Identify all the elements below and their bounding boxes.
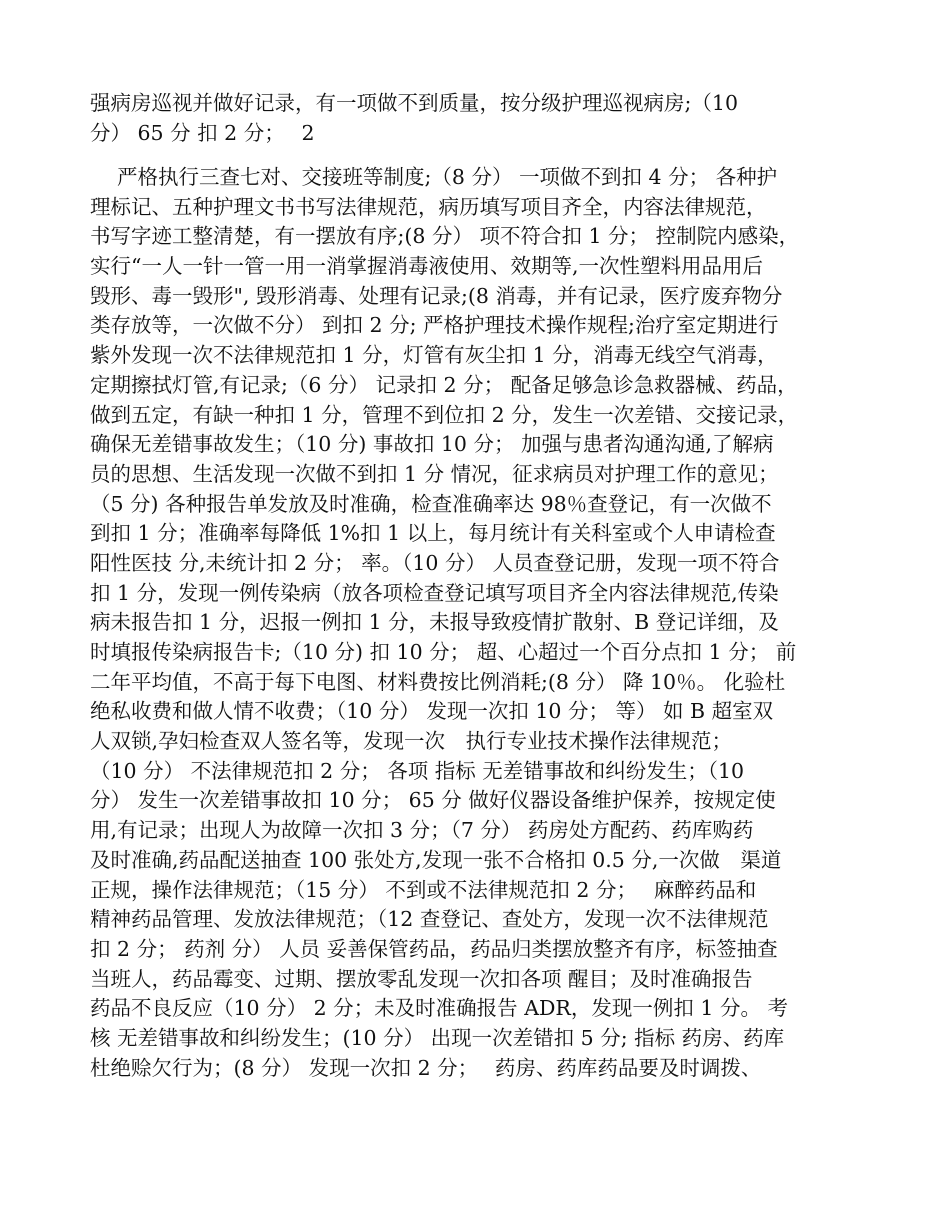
text-line: 人双锁,孕妇检查双人签名等，发现一次 执行专业技术操作法律规范；: [90, 729, 733, 754]
text-line: 及时准确,药品配送抽查 100 张处方,发现一张不合格扣 0.5 分,一次做 渠道: [90, 847, 782, 872]
text-line: 绝私收费和做人情不收费；（10 分） 发现一次扣 10 分； 等） 如 B 超室双: [90, 699, 774, 724]
text-line: 二年平均值，不高于每下电图、材料费按比例消耗;(8 分） 降 10％。 化验杜: [90, 669, 786, 694]
text-line: 强病房巡视并做好记录，有一项做不到质量，按分级护理巡视病房;（10: [90, 91, 738, 115]
text-line: 药品不良反应（10 分） 2 分；未及时准确报告 ADR，发现一例扣 1 分。 考: [90, 996, 788, 1021]
text-line: 分） 65 分 扣 2 分； 2: [90, 120, 315, 145]
text-line: 正规，操作法律规范；（15 分） 不到或不法律规范扣 2 分； 麻醉药品和: [90, 877, 757, 902]
text-line: 严格执行三查七对、交接班等制度;（8 分） 一项做不到扣 4 分； 各种护: [90, 165, 778, 189]
text-line: 定期擦拭灯管,有记录;（6 分） 记录扣 2 分； 配备足够急诊急救器械、药品，: [90, 372, 798, 397]
text-line: 用,有记录；出现人为故障一次扣 3 分；（7 分） 药房处方配药、药库购药: [90, 818, 754, 843]
text-line: 到扣 1 分；准确率每降低 1%扣 1 以上，每月统计有关科室或个人申请检查: [90, 521, 776, 546]
text-line: 精神药品管理、发放法律规范；（12 查登记、查处方，发现一次不法律规范: [90, 907, 769, 932]
text-line: 扣 2 分； 药剂 分） 人员 妥善保管药品，药品归类摆放整齐有序，标签抽查: [90, 936, 778, 961]
text-line: 阳性医技 分,未统计扣 2 分； 率。（10 分） 人员查登记册，发现一项不符合: [90, 550, 780, 575]
paragraph-1: [90, 89, 865, 148]
text-line: 理标记、五种护理文书书写法律规范，病历填写项目齐全，内容法律规范，: [90, 194, 767, 219]
text-line: 确保无差错事故发生；（10 分) 事故扣 10 分； 加强与患者沟通沟通,了解病: [90, 432, 774, 457]
text-line: （5 分) 各种报告单发放及时准确，检查准确率达 98％查登记，有一次做不: [90, 491, 772, 516]
text-line: 时填报传染病报告卡;（10 分) 扣 10 分； 超、心超过一个百分点扣 1 分； 前: [90, 640, 797, 664]
text-line: 紫外发现一次不法律规范扣 1 分，灯管有灰尘扣 1 分，消毒无线空气消毒，: [90, 343, 778, 368]
text-line: 员的思想、生活发现一次做不到扣 1 分 情况，征求病员对护理工作的意见；: [90, 461, 779, 486]
text-line: 核 无差错事故和纠纷发生；(10 分） 出现一次差错扣 5 分; 指标 药房、药库: [90, 1025, 785, 1050]
text-line: 书写字迹工整清楚，有一摆放有序;(8 分） 项不符合扣 1 分； 控制院内感染，: [90, 224, 800, 249]
text-line: 做到五定，有缺一种扣 1 分，管理不到位扣 2 分，发生一次差错、交接记录，: [90, 402, 799, 427]
text-line: 实行“一人一针一管一用一消掌握消毒液使用、效期等,一次性塑料用品用后: [90, 254, 763, 279]
text-line: 扣 1 分，发现一例传染病（放各项检查登记填写项目齐全内容法律规范,传染: [90, 580, 779, 605]
text-line: 类存放等，一次做不分） 到扣 2 分; 严格护理技术操作规程;治疗室定期进行: [90, 313, 779, 338]
text-line: 杜绝赊欠行为；(8 分） 发现一次扣 2 分； 药房、药库药品要及时调拨、: [90, 1055, 762, 1080]
text-line: 当班人，药品霉变、过期、摆放零乱发现一次扣各项 醒目；及时准确报告: [90, 966, 753, 991]
text-line: 分） 发生一次差错事故扣 10 分； 65 分 做好仪器设备维护保养，按规定使: [90, 788, 776, 813]
text-line: （10 分） 不法律规范扣 2 分； 各项 指标 无差错事故和纠纷发生；（10: [90, 758, 745, 783]
paragraph-2: [90, 163, 865, 1083]
text-line: 病未报告扣 1 分，迟报一例扣 1 分，未报导致疫情扩散射、B 登记详细，及: [90, 610, 779, 635]
text-line: 毁形、毒一毁形", 毁形消毒、处理有记录;(8 消毒，并有记录，医疗废弃物分: [90, 283, 783, 308]
